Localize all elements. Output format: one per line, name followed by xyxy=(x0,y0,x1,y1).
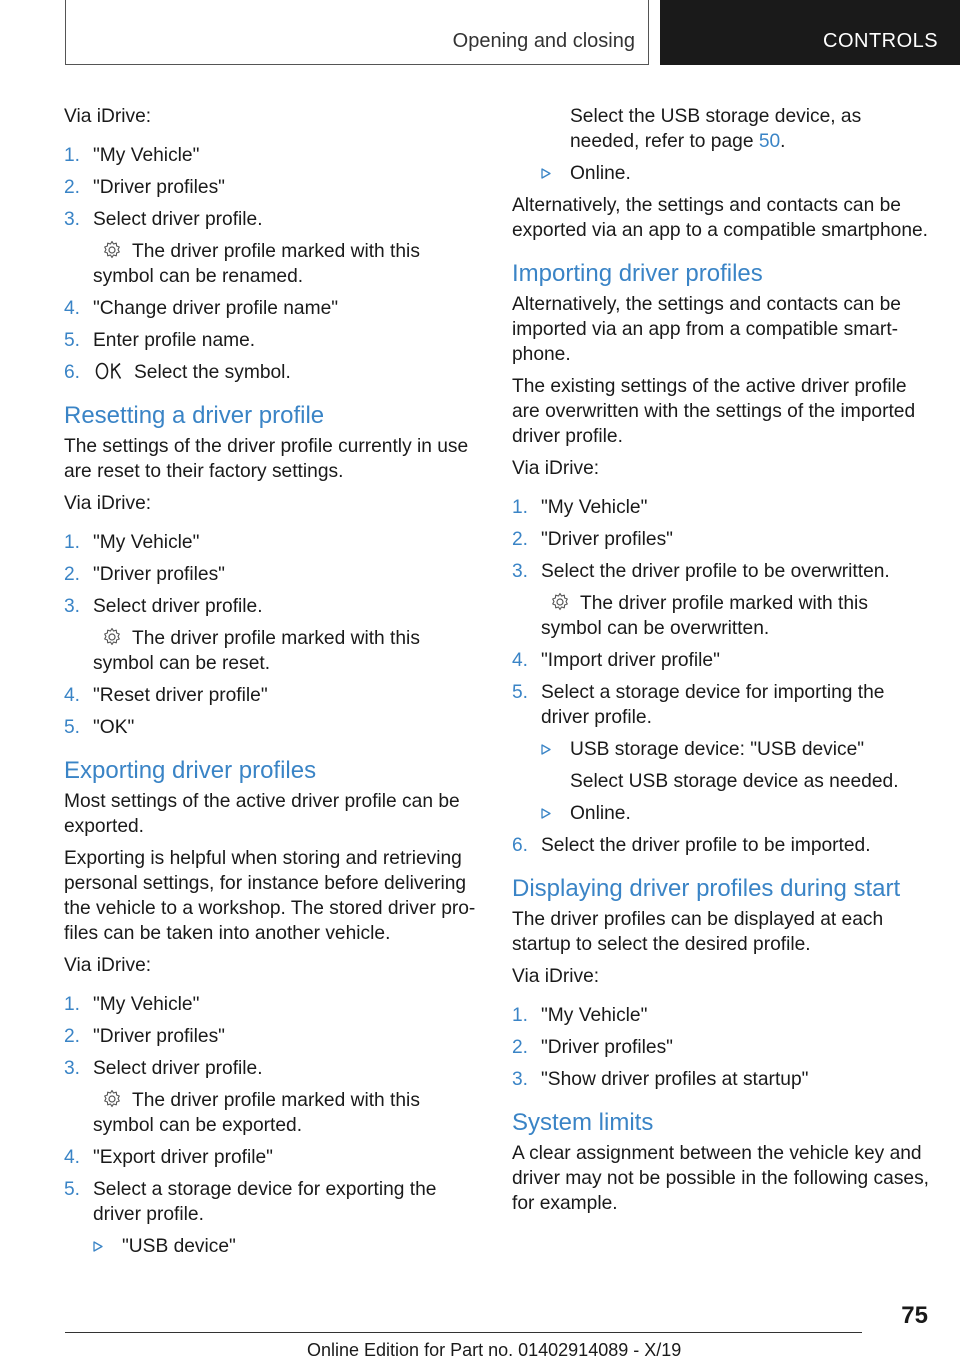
step-number: 4. xyxy=(64,298,81,319)
step-number: 2. xyxy=(64,564,81,585)
step-note xyxy=(93,1088,484,1138)
list-item xyxy=(64,594,484,676)
list-item xyxy=(512,495,932,520)
step-number: 3. xyxy=(64,1058,81,1079)
bullet-text: Online. xyxy=(570,163,631,184)
step-text: "Change driver profile name" xyxy=(93,298,339,319)
step-text: Select the symbol. xyxy=(134,362,291,383)
list-item xyxy=(64,715,484,740)
list-item xyxy=(512,1035,932,1060)
step-text: Select a storage device for exporting the driver profile. xyxy=(93,1179,437,1225)
step-note-text: The driver profile marked with this symbol can be exported. xyxy=(93,1090,420,1136)
list-item xyxy=(64,360,484,385)
list-item xyxy=(64,992,484,1017)
step-text: "Driver profiles" xyxy=(93,1026,225,1047)
step-text: Select driver profile. xyxy=(93,596,263,617)
footer-divider xyxy=(65,1332,862,1333)
header-chapter-box xyxy=(660,0,960,65)
gear-icon xyxy=(102,1089,122,1109)
bullet-subtext: Select USB storage device as needed. xyxy=(570,771,899,792)
list-item xyxy=(64,328,484,353)
display-paragraph-1: The driver profiles can be displayed at each startup to select the desired profile. xyxy=(512,909,884,955)
gear-icon xyxy=(550,592,570,612)
reset-heading: Resetting a driver profile xyxy=(64,402,325,429)
list-item xyxy=(64,530,484,555)
step-text: Select the driver profile to be imported. xyxy=(541,835,871,856)
step-number: 3. xyxy=(512,1069,529,1090)
triangle-bullet-icon xyxy=(541,168,551,179)
list-item xyxy=(64,1177,484,1259)
list-item xyxy=(64,207,484,289)
export-online-option xyxy=(512,161,932,186)
bullet-text: Online. xyxy=(570,803,631,824)
list-item xyxy=(541,801,932,826)
step-text: "Export driver profile" xyxy=(93,1147,273,1168)
rename-steps xyxy=(64,143,484,385)
step-number: 3. xyxy=(64,209,81,230)
list-item xyxy=(93,1234,484,1259)
left-column xyxy=(64,104,484,1267)
ok-icon xyxy=(94,361,124,381)
page-number: 75 xyxy=(901,1302,928,1329)
export-usb-continuation xyxy=(512,104,932,154)
step-number: 5. xyxy=(512,682,529,703)
export-alternative: Alternatively, the settings and contacts can be exported via an app to a compatible smartphone. xyxy=(512,195,928,241)
step-number: 5. xyxy=(64,717,81,738)
step-number: 5. xyxy=(64,330,81,351)
step-note-text: The driver profile marked with this symbol can be reset. xyxy=(93,628,420,674)
step-text: Enter profile name. xyxy=(93,330,256,351)
step-text: "My Vehicle" xyxy=(541,1005,648,1026)
step-number: 4. xyxy=(512,650,529,671)
step-text: "My Vehicle" xyxy=(93,994,200,1015)
display-steps xyxy=(512,1003,932,1092)
step-text: "Driver profiles" xyxy=(541,529,673,550)
step-note xyxy=(93,239,484,289)
step-number: 2. xyxy=(512,529,529,550)
list-item xyxy=(512,559,932,641)
export-storage-options xyxy=(93,1234,484,1259)
list-item xyxy=(512,648,932,673)
right-column xyxy=(512,104,932,1223)
header-section-title: Opening and closing xyxy=(452,30,635,52)
display-heading: Displaying driver profiles during start xyxy=(512,875,901,902)
step-text: "My Vehicle" xyxy=(93,532,200,553)
list-item xyxy=(64,143,484,168)
step-number: 1. xyxy=(512,1005,529,1026)
step-text: "Reset driver profile" xyxy=(93,685,268,706)
rename-via-idrive: Via iDrive: xyxy=(64,106,152,127)
list-item xyxy=(64,1056,484,1138)
step-text: "Show driver profiles at startup" xyxy=(541,1069,809,1090)
limits-heading: System limits xyxy=(512,1109,654,1136)
step-number: 3. xyxy=(64,596,81,617)
import-via-idrive: Via iDrive: xyxy=(512,458,600,479)
step-text: Select a storage device for importing the driver profile. xyxy=(541,682,885,728)
step-number: 2. xyxy=(512,1037,529,1058)
step-number: 1. xyxy=(64,145,81,166)
list-item xyxy=(64,296,484,321)
page-reference-link[interactable]: 50 xyxy=(758,131,781,152)
footer-edition: Online Edition for Part no. 01402914089 - X/19 xyxy=(307,1340,682,1360)
step-text: Select driver profile. xyxy=(93,1058,263,1079)
step-number: 2. xyxy=(64,177,81,198)
list-item xyxy=(541,737,932,794)
list-item xyxy=(512,680,932,826)
continuation-period: . xyxy=(780,131,786,152)
triangle-bullet-icon xyxy=(541,744,551,755)
reset-intro: The settings of the driver profile currently in use are reset to their factory settings. xyxy=(64,436,469,482)
step-text: "My Vehicle" xyxy=(541,497,648,518)
step-number: 1. xyxy=(64,994,81,1015)
step-note-text: The driver profile marked with this symbol can be renamed. xyxy=(93,241,420,287)
step-text: "Driver profiles" xyxy=(541,1037,673,1058)
list-item xyxy=(64,1145,484,1170)
step-text: Select the driver profile to be overwritten. xyxy=(541,561,890,582)
export-heading: Exporting driver profiles xyxy=(64,757,317,784)
limits-paragraph-1: A clear assignment between the vehicle key and driver may not be possible in the following cases, for example. xyxy=(512,1143,930,1214)
step-number: 6. xyxy=(64,362,81,383)
bullet-text: "USB device" xyxy=(122,1236,236,1257)
import-steps xyxy=(512,495,932,858)
step-note xyxy=(93,626,484,676)
gear-icon xyxy=(102,627,122,647)
list-item xyxy=(512,833,932,858)
gear-icon xyxy=(102,240,122,260)
continuation-text: Select the USB storage device, as needed, refer to page xyxy=(570,106,862,152)
step-text: "Driver profiles" xyxy=(93,564,225,585)
step-number: 3. xyxy=(512,561,529,582)
step-number: 4. xyxy=(64,685,81,706)
step-number: 1. xyxy=(64,532,81,553)
import-paragraph-2: The existing settings of the active driver profile are overwritten with the settings of the imported driver profile. xyxy=(512,376,916,447)
step-note-text: The driver profile marked with this symbol can be overwritten. xyxy=(541,593,868,639)
triangle-bullet-icon xyxy=(93,1241,103,1252)
triangle-bullet-icon xyxy=(541,808,551,819)
list-item xyxy=(541,161,932,186)
step-text: "OK" xyxy=(93,717,135,738)
step-number: 6. xyxy=(512,835,529,856)
list-item xyxy=(512,527,932,552)
step-number: 5. xyxy=(64,1179,81,1200)
list-item xyxy=(512,1067,932,1092)
export-paragraph-2: Exporting is helpful when storing and retrieving personal settings, for instance before delivering the vehicle to a workshop. The stored driver pro‐files can be taken into another vehicle. xyxy=(64,848,476,944)
step-text: "My Vehicle" xyxy=(93,145,200,166)
list-item xyxy=(64,1024,484,1049)
export-steps xyxy=(64,992,484,1259)
display-via-idrive: Via iDrive: xyxy=(512,966,600,987)
step-text: Select driver profile. xyxy=(93,209,263,230)
bullet-text: USB storage device: "USB device" xyxy=(570,739,865,760)
import-heading: Importing driver profiles xyxy=(512,260,763,287)
reset-via-idrive: Via iDrive: xyxy=(64,493,152,514)
step-text: "Driver profiles" xyxy=(93,177,225,198)
header-section-box xyxy=(65,0,649,65)
list-item xyxy=(64,683,484,708)
step-text: "Import driver profile" xyxy=(541,650,720,671)
header-chapter-title: CONTROLS xyxy=(823,30,939,52)
import-paragraph-1: Alternatively, the settings and contacts can be imported via an app from a compatible smart‐phone. xyxy=(512,294,901,365)
list-item xyxy=(64,562,484,587)
export-paragraph-1: Most settings of the active driver profile can be exported. xyxy=(64,791,460,837)
list-item xyxy=(512,1003,932,1028)
step-note xyxy=(541,591,932,641)
export-via-idrive: Via iDrive: xyxy=(64,955,152,976)
reset-steps xyxy=(64,530,484,740)
step-number: 4. xyxy=(64,1147,81,1168)
list-item xyxy=(64,175,484,200)
import-storage-options xyxy=(541,737,932,826)
step-number: 1. xyxy=(512,497,529,518)
step-number: 2. xyxy=(64,1026,81,1047)
